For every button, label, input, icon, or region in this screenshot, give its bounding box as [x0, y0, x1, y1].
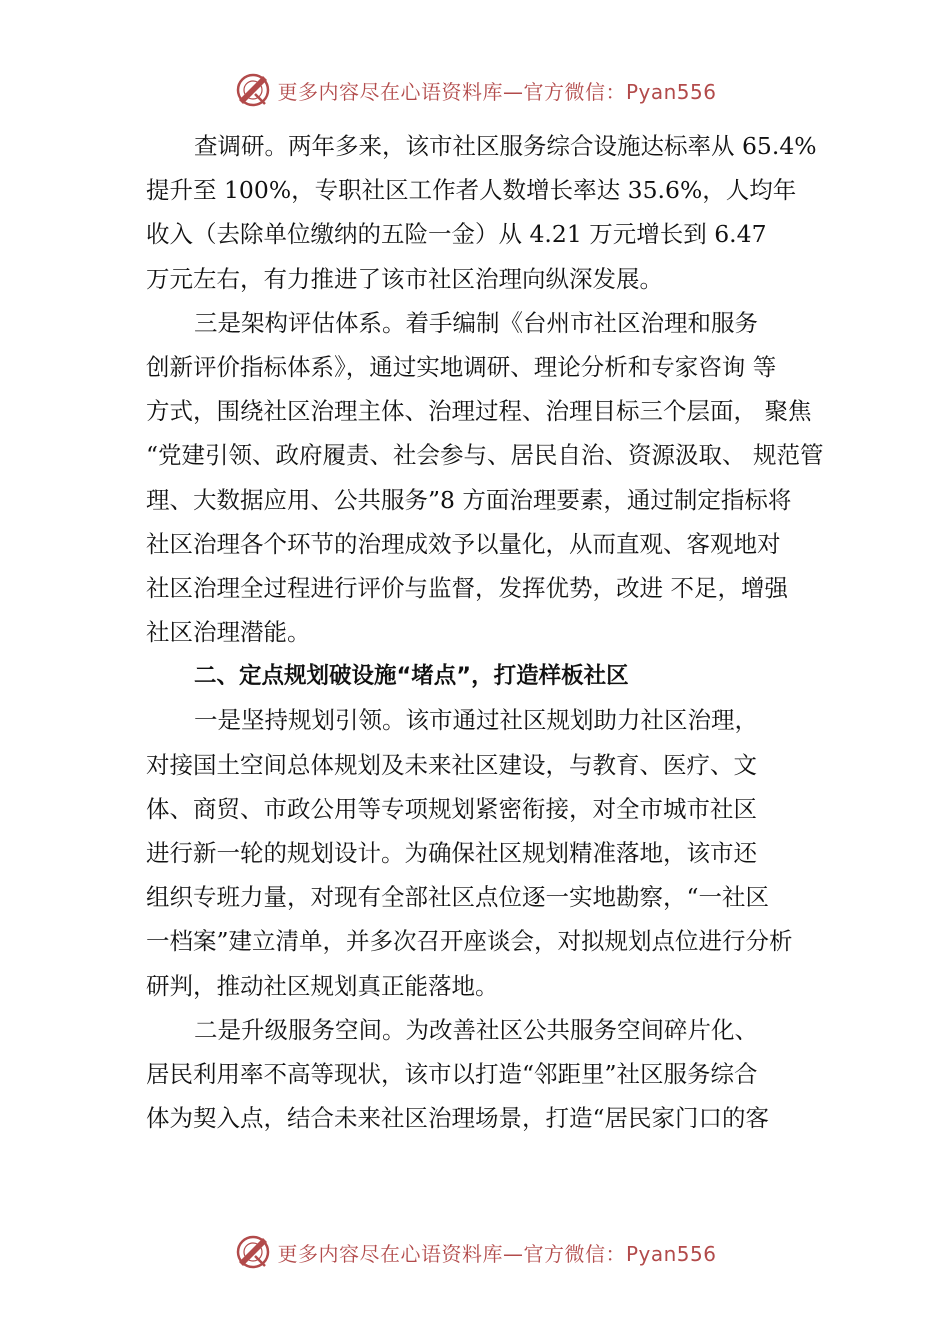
text-line: 对接国土空间总体规划及未来社区建设，与教育、医疗、文 [146, 750, 757, 779]
text-line: 体、商贸、市政公用等专项规划紧密衔接，对全市城市社区 [146, 794, 757, 823]
paragraph [146, 698, 836, 1007]
text-line: 社区治理全过程进行评价与监督，发挥优势，改进 不足，增强 [146, 573, 788, 602]
text-line: 提升至 100%，专职社区工作者人数增长率达 35.6%，人均年 [146, 176, 797, 205]
paragraph [146, 124, 836, 301]
text-line: 组织专班力量，对现有全部社区点位逐一实地勘察，“一社区 [146, 883, 770, 912]
text-line: 创新评价指标体系》，通过实地调研、理论分析和专家咨询 等 [146, 352, 777, 381]
document-body [146, 124, 836, 1140]
footer-banner-text: 更多内容尽在心语资料库—官方微信：Pyan556 [277, 1241, 717, 1266]
text-line: “党建引领、政府履责、社会参与、居民自治、资源汲取、 规范管 [146, 441, 824, 470]
text-line: 一档案”建立清单，并多次召开座谈会，对拟规划点位进行分析 [146, 927, 793, 956]
paragraph [146, 301, 836, 655]
section-heading [146, 654, 836, 698]
text-line: 方式，围绕社区治理主体、治理过程、治理目标三个层面， 聚焦 [146, 397, 812, 426]
text-line: 查调研。两年多来，该市社区服务综合设施达标率从 65.4% [194, 132, 817, 160]
footer-banner [0, 1230, 950, 1274]
text-line: 收入（去除单位缴纳的五险一金）从 4.21 万元增长到 6.47 [146, 220, 767, 249]
text-line: 居民利用率不高等现状，该市以打造“邻距里”社区服务综合 [146, 1059, 758, 1088]
text-line: 二是升级服务空间。为改善社区公共服务空间碎片化、 [194, 1015, 758, 1044]
pen-nib-logo-icon [233, 1232, 273, 1272]
pen-nib-logo-icon [233, 70, 273, 110]
text-line: 体为契入点，结合未来社区治理场景，打造“居民家门口的客 [146, 1104, 770, 1133]
heading-line: 二、定点规划破设施“堵点”，打造样板社区 [194, 663, 629, 690]
header-banner [0, 68, 950, 112]
text-line: 三是架构评估体系。着手编制《台州市社区治理和服务 [194, 308, 758, 337]
text-line: 进行新一轮的规划设计。为确保社区规划精准落地，该市还 [146, 839, 757, 867]
header-banner-text: 更多内容尽在心语资料库—官方微信：Pyan556 [277, 79, 717, 104]
text-line: 理、大数据应用、公共服务”8 方面治理要素，通过制定指标将 [146, 485, 792, 514]
text-line: 社区治理各个环节的治理成效予以量化，从而直观、客观地对 [146, 529, 781, 558]
text-line: 万元左右，有力推进了该市社区治理向纵深发展。 [146, 264, 663, 293]
text-line: 社区治理潜能。 [146, 618, 311, 647]
text-line: 一是坚持规划引领。该市通过社区规划助力社区治理， [194, 706, 758, 735]
text-line: 研判，推动社区规划真正能落地。 [146, 971, 499, 1000]
paragraph [146, 1008, 836, 1141]
